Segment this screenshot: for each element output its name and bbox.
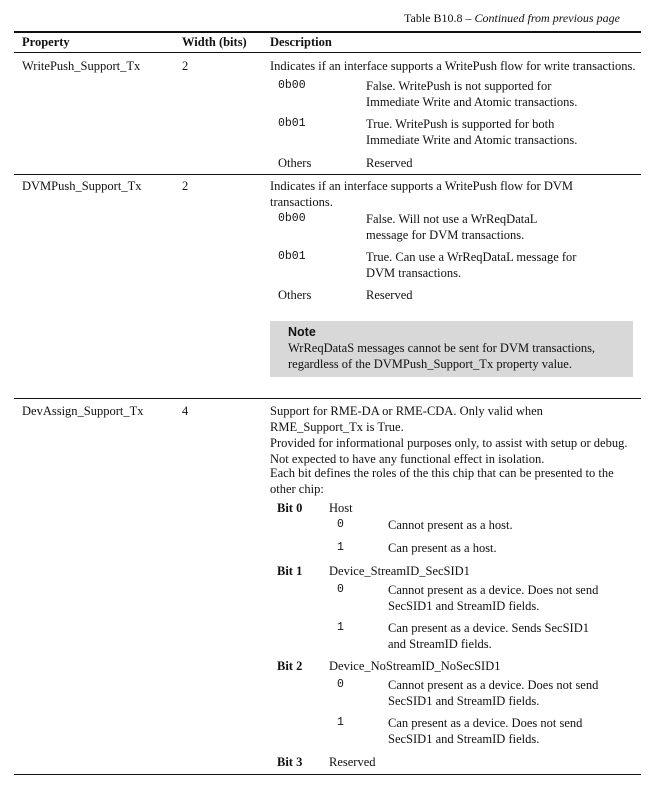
header-bottom-rule <box>14 52 641 53</box>
value-text: Immediate Write and Atomic transactions. <box>366 95 578 109</box>
row-property: DVMPush_Support_Tx <box>22 179 142 193</box>
row-description: Each bit defines the roles of the this chip that can be presented to the <box>270 466 614 480</box>
row-description: other chip: <box>270 482 324 496</box>
bit-label: Bit 3 <box>277 755 303 769</box>
value-code: Others <box>278 156 312 170</box>
bit-value-text: and StreamID fields. <box>388 637 492 651</box>
row-description: Provided for informational purposes only, to assist with setup or debug. <box>270 436 628 450</box>
value-text: True. WritePush is supported for both <box>366 117 555 131</box>
value-text: message for DVM transactions. <box>366 228 525 242</box>
header-top-rule <box>14 31 641 33</box>
bit-value-code: 0 <box>337 518 344 531</box>
note-title: Note <box>288 325 316 339</box>
note-box <box>270 321 633 377</box>
table-bottom-rule <box>14 774 641 775</box>
bit-value-text: Cannot present as a host. <box>388 518 513 532</box>
row-description: transactions. <box>270 195 333 209</box>
table-caption <box>404 10 620 26</box>
bit-value-code: 1 <box>337 716 344 729</box>
bit-value-code: 1 <box>337 541 344 554</box>
note-line: regardless of the DVMPush_Support_Tx property value. <box>288 357 572 371</box>
bit-value-text: Can present as a device. Sends SecSID1 <box>388 621 589 635</box>
table-continued: Continued from previous page <box>474 11 620 25</box>
value-text: False. Will not use a WrReqDataL <box>366 212 538 226</box>
value-text: Reserved <box>366 156 413 170</box>
bit-name: Host <box>329 501 353 515</box>
bit-value-code: 0 <box>337 678 344 691</box>
row-description: Support for RME-DA or RME-CDA. Only valid when <box>270 404 543 418</box>
row-description: Indicates if an interface supports a WritePush flow for DVM <box>270 179 574 193</box>
row-property: DevAssign_Support_Tx <box>22 404 144 418</box>
value-text: DVM transactions. <box>366 266 462 280</box>
value-text: True. Can use a WrReqDataL message for <box>366 250 577 264</box>
note-body <box>288 340 595 372</box>
value-code: Others <box>278 288 312 302</box>
row-description: Not expected to have any functional effect in isolation. <box>270 452 545 466</box>
value-text: Immediate Write and Atomic transactions. <box>366 133 578 147</box>
header-width: Width (bits) <box>182 35 247 49</box>
bit-value-text: SecSID1 and StreamID fields. <box>388 694 540 708</box>
bit-value-text: SecSID1 and StreamID fields. <box>388 732 540 746</box>
bit-label: Bit 0 <box>277 501 303 515</box>
row-divider <box>14 398 641 399</box>
bit-value-code: 1 <box>337 621 344 634</box>
bit-value-text: Can present as a device. Does not send <box>388 716 583 730</box>
value-code: 0b00 <box>278 212 306 225</box>
bit-label: Bit 2 <box>277 659 303 673</box>
bit-value-text: SecSID1 and StreamID fields. <box>388 599 540 613</box>
bit-name: Device_NoStreamID_NoSecSID1 <box>329 659 501 673</box>
bit-label: Bit 1 <box>277 564 303 578</box>
value-code: 0b01 <box>278 250 306 263</box>
row-width: 2 <box>182 179 189 193</box>
note-line: WrReqDataS messages cannot be sent for DVM transactions, <box>288 341 596 355</box>
table-id: Table B10.8 – <box>404 11 472 25</box>
row-width: 2 <box>182 59 189 73</box>
value-code: 0b01 <box>278 117 306 130</box>
bit-name: Device_StreamID_SecSID1 <box>329 564 470 578</box>
bit-value-text: Cannot present as a device. Does not send <box>388 583 599 597</box>
header-description: Description <box>270 35 332 49</box>
row-property: WritePush_Support_Tx <box>22 59 141 73</box>
value-text: False. WritePush is not supported for <box>366 79 552 93</box>
bit-value-text: Cannot present as a device. Does not send <box>388 678 599 692</box>
row-width: 4 <box>182 404 189 418</box>
row-description: Indicates if an interface supports a WritePush flow for write transactions. <box>270 59 636 73</box>
bit-value-text: Can present as a host. <box>388 541 497 555</box>
header-property: Property <box>22 35 70 49</box>
bit-value-code: 0 <box>337 583 344 596</box>
row-description: RME_Support_Tx is True. <box>270 420 404 434</box>
row-divider <box>14 174 641 175</box>
value-code: 0b00 <box>278 79 306 92</box>
value-text: Reserved <box>366 288 413 302</box>
bit-name: Reserved <box>329 755 376 769</box>
